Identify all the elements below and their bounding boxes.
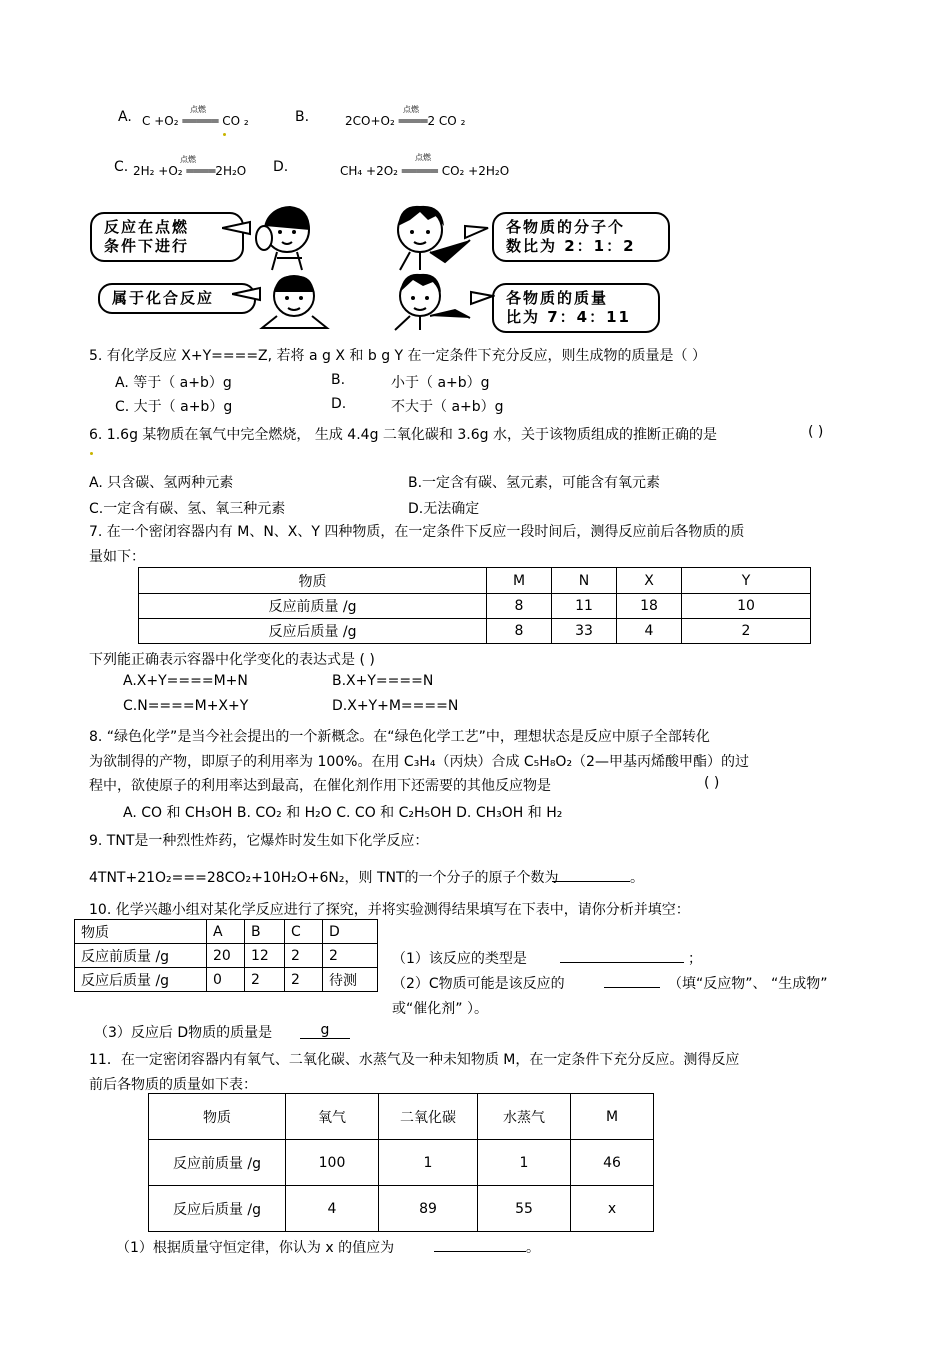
q5-option-a: A. 等于（ a+b）g — [115, 375, 232, 391]
table-header-row — [75, 920, 378, 944]
table-row — [75, 944, 378, 968]
option-d-equation: CH₄ +2O₂ ═════ CO₂ +2H₂O — [340, 164, 510, 178]
table-header-cell: 物质 — [149, 1094, 286, 1140]
q9-end: 。 — [630, 870, 644, 886]
q6-option-a: A. 只含碳、氢两种元素 — [89, 475, 234, 491]
table-cell: 46 — [571, 1140, 654, 1186]
table-header-cell: A — [207, 920, 245, 944]
table-cell: 8 — [487, 594, 552, 619]
table-cell: 18 — [617, 594, 682, 619]
table-header-cell: C — [285, 920, 323, 944]
q5-option-b: 小于（ a+b）g — [391, 375, 490, 391]
q10-table — [74, 919, 378, 992]
table-cell: 待测 — [323, 968, 378, 992]
table-cell: 反应后质量 /g — [149, 1186, 286, 1232]
q11-part1-blank[interactable] — [434, 1251, 526, 1252]
q5-option-d-label: D. — [331, 396, 347, 412]
table-header-cell: N — [552, 568, 617, 594]
q8-line1: 8. “绿色化学”是当今社会提出的一个新概念。在“绿色化学工艺”中，理想状态是反应中原子全部转化 — [89, 729, 710, 745]
q8-line3: 程中，欲使原子的利用率达到最高，在催化剂作用下还需要的其他反应物是 — [89, 778, 551, 794]
q7-stem-line2: 量如下： — [89, 549, 145, 565]
q5-option-c: C. 大于（ a+b）g — [115, 399, 233, 415]
table-cell: 反应后质量 /g — [75, 968, 207, 992]
speech-bubble-3: 属于化合反应 — [98, 283, 256, 314]
table-header-cell: 二氧化碳 — [379, 1094, 478, 1140]
q11-stem-line2: 前后各物质的质量如下表： — [89, 1077, 257, 1093]
q10-part1-end: ； — [688, 951, 702, 967]
option-b-label: B. — [295, 109, 310, 125]
table-cell: 33 — [552, 619, 617, 644]
table-cell: 反应前质量 /g — [75, 944, 207, 968]
option-c-condition: 点燃 — [180, 155, 196, 164]
boy-figure-icon-1 — [370, 200, 490, 272]
table-header-cell: 物质 — [75, 920, 207, 944]
boy-figure-icon-2 — [232, 270, 352, 332]
table-cell: 反应前质量 /g — [139, 594, 487, 619]
option-b-equation: 2CO+O₂ ════2 CO ₂ — [345, 114, 466, 128]
q7-table — [138, 567, 811, 644]
q10-part2: （2）C物质可能是该反应的 — [392, 976, 565, 992]
option-c-equation: 2H₂ +O₂ ════2H₂O — [133, 164, 247, 178]
option-a-condition: 点燃 — [190, 105, 206, 114]
table-cell: 2 — [245, 968, 285, 992]
table-header-row — [139, 568, 811, 594]
q11-part1: （1）根据质量守恒定律，你认为 x 的值应为 — [116, 1240, 395, 1256]
table-row — [75, 968, 378, 992]
option-d-condition: 点燃 — [415, 153, 431, 162]
table-cell: 100 — [286, 1140, 379, 1186]
table-header-cell: 氧气 — [286, 1094, 379, 1140]
table-cell: 反应前质量 /g — [149, 1140, 286, 1186]
table-cell: 1 — [478, 1140, 571, 1186]
table-row — [149, 1140, 654, 1186]
table-header-cell: Y — [682, 568, 811, 594]
q10-part3: （3）反应后 D物质的质量是 — [94, 1025, 273, 1041]
table-cell: 4 — [286, 1186, 379, 1232]
q5-option-d: 不大于（ a+b）g — [391, 399, 504, 415]
speech-bubble-4: 各物质的质量 比为 7：4：11 — [492, 283, 660, 333]
q10-part1-blank[interactable] — [560, 962, 684, 963]
table-row — [149, 1186, 654, 1232]
q7-option-c: C.N====M+X+Y — [123, 698, 249, 714]
q11-table — [148, 1093, 654, 1232]
q11-part1-end: 。 — [526, 1240, 540, 1256]
q7-stem-line1: 7. 在一个密闭容器内有 M、N、X、Y 四种物质，在一定条件下反应一段时间后，测得反应前后各物质的质 — [89, 524, 745, 540]
table-cell: x — [571, 1186, 654, 1232]
table-header-row — [149, 1094, 654, 1140]
q7-question: 下列能正确表示容器中化学变化的表达式是 ( ) — [89, 652, 375, 668]
table-cell: 20 — [207, 944, 245, 968]
girl-figure-icon — [222, 200, 352, 272]
q6-answer-paren: ( ) — [808, 424, 824, 440]
q7-option-a: A.X+Y====M+N — [123, 673, 248, 689]
speech-bubble-2: 各物质的分子个 数比为 2：1：2 — [492, 212, 670, 262]
q9-equation: 4TNT+21O₂===28CO₂+10H₂O+6N₂，则 TNT的一个分子的原子个数为 — [89, 870, 559, 886]
q10-stem: 10. 化学兴趣小组对某化学反应进行了探究，并将实验测得结果填写在下表中，请你分析并填空： — [89, 902, 690, 918]
q9-answer-blank[interactable] — [552, 881, 630, 882]
table-cell: 4 — [617, 619, 682, 644]
q10-part2-end: （填“反应物”、 “生成物” — [668, 976, 828, 992]
table-cell: 2 — [285, 968, 323, 992]
option-c-label: C. — [114, 159, 129, 175]
table-row — [139, 594, 811, 619]
q10-part2-blank[interactable] — [604, 987, 660, 988]
table-cell: 2 — [682, 619, 811, 644]
q5-stem: 5. 有化学反应 X+Y====Z, 若将 a g X 和 b g Y 在一定条件下充分反应，则生成物的质量是（ ） — [89, 348, 706, 364]
table-cell: 55 — [478, 1186, 571, 1232]
q6-option-c: C.一定含有碳、氢、氧三种元素 — [89, 501, 286, 517]
table-cell: 12 — [245, 944, 285, 968]
q6-option-b: B.一定含有碳、氢元素，可能含有氧元素 — [408, 475, 661, 491]
option-a-label: A. — [118, 109, 132, 125]
q8-options: A. CO 和 CH₃OH B. CO₂ 和 H₂O C. CO 和 C₂H₅OH D. CH₃OH 和 H₂ — [123, 805, 563, 821]
q10-part1: （1）该反应的类型是 — [392, 951, 527, 967]
table-header-cell: B — [245, 920, 285, 944]
q10-part3-blank[interactable]: g — [300, 1022, 350, 1039]
table-row — [139, 619, 811, 644]
table-cell: 2 — [285, 944, 323, 968]
q5-option-b-label: B. — [331, 372, 346, 388]
option-b-condition: 点燃 — [403, 105, 419, 114]
option-a-equation: C +O₂ ═════ CO ₂ — [142, 114, 249, 128]
table-cell: 反应后质量 /g — [139, 619, 487, 644]
q7-option-d: D.X+Y+M====N — [332, 698, 459, 714]
q7-option-b: B.X+Y====N — [332, 673, 434, 689]
option-d-label: D. — [273, 159, 289, 175]
q8-answer-paren: ( ) — [704, 775, 720, 791]
table-cell: 8 — [487, 619, 552, 644]
boy-figure-icon-3 — [375, 270, 495, 332]
table-header-cell: 物质 — [139, 568, 487, 594]
q6-stem: 6. 1.6g 某物质在氧气中完全燃烧， 生成 4.4g 二氧化碳和 3.6g 水，关于该物质组成的推断正确的是 — [89, 427, 717, 443]
speech-bubble-1: 反应在点燃 条件下进行 — [90, 212, 244, 262]
table-cell: 89 — [379, 1186, 478, 1232]
table-cell: 11 — [552, 594, 617, 619]
table-header-cell: M — [571, 1094, 654, 1140]
q11-stem-line1: 11．在一定密闭容器内有氧气、二氧化碳、水蒸气及一种未知物质 M，在一定条件下充分反应。测得反应 — [89, 1052, 740, 1068]
table-header-cell: M — [487, 568, 552, 594]
table-header-cell: X — [617, 568, 682, 594]
q8-line2: 为欲制得的产物，即原子的利用率为 100%。在用 C₃H₄（丙炔）合成 C₅H₈O₂（2—甲基丙烯酸甲酯）的过 — [89, 754, 749, 770]
table-cell: 0 — [207, 968, 245, 992]
q6-option-d: D.无法确定 — [408, 501, 480, 517]
table-cell: 1 — [379, 1140, 478, 1186]
q9-stem: 9. TNT是一种烈性炸药，它爆炸时发生如下化学反应： — [89, 833, 429, 849]
table-cell: 2 — [323, 944, 378, 968]
table-header-cell: 水蒸气 — [478, 1094, 571, 1140]
table-header-cell: D — [323, 920, 378, 944]
q10-part2-line2: 或“催化剂” ）。 — [392, 1001, 488, 1017]
table-cell: 10 — [682, 594, 811, 619]
